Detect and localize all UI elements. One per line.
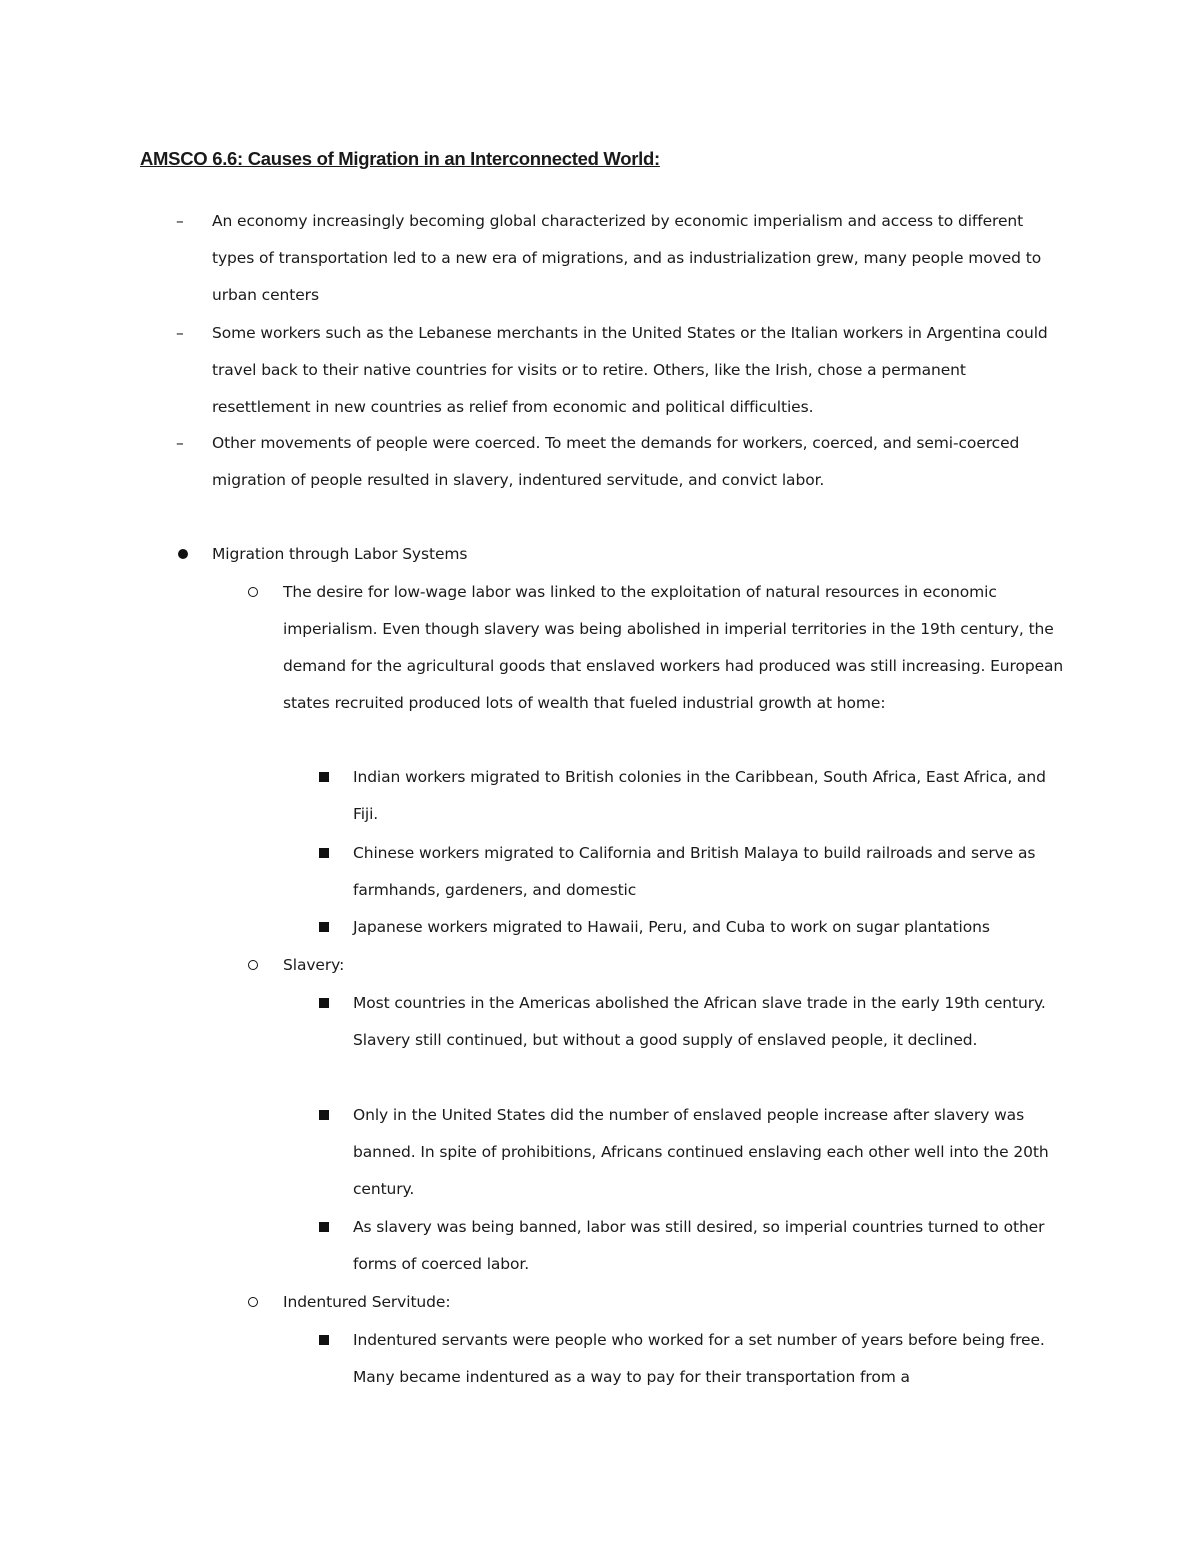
dash-marker: – — [176, 434, 184, 452]
sub-item-labor-desire: The desire for low-wage labor was linked to the exploitation of natural resources in economic imperialism. Even though slavery was being abolished in imperial territories in the 19th century, the demand for the agricultural goods that enslaved workers had produced was still increasing. European states recruited produced lots of wealth that fueled industrial growth at home: — [283, 583, 1064, 712]
square-bullet-icon — [319, 1110, 329, 1120]
list-item: Japanese workers migrated to Hawaii, Peru, and Cuba to work on sugar plantations — [353, 918, 990, 936]
dash-marker: – — [176, 324, 184, 342]
dash-marker: – — [176, 212, 184, 230]
list-item: Most countries in the Americas abolished the African slave trade in the early 19th century. Slavery still continued, but without a good supply of enslaved people, it declined. — [353, 994, 1046, 1049]
intro-item-1: An economy increasingly becoming global characterized by economic imperialism and access to different types of transportation led to a new era of migrations, and as industrialization grew, many people moved to urban centers — [212, 212, 1042, 304]
sub-item-indentured-servitude: Indentured Servitude: — [283, 1293, 451, 1311]
square-bullet-icon — [319, 922, 329, 932]
square-bullet-icon — [319, 772, 329, 782]
section-heading: Migration through Labor Systems — [212, 545, 468, 563]
document-title: AMSCO 6.6: Causes of Migration in an Interconnected World: — [140, 148, 660, 169]
sub-item-slavery: Slavery: — [283, 956, 345, 974]
square-bullet-icon — [319, 998, 329, 1008]
list-item: Only in the United States did the number of enslaved people increase after slavery was banned. In spite of prohibitions, Africans continued enslaving each other well into the 20th century. — [353, 1106, 1049, 1198]
square-bullet-icon — [319, 1335, 329, 1345]
filled-circle-bullet-icon — [178, 549, 188, 559]
square-bullet-icon — [319, 1222, 329, 1232]
intro-item-2: Some workers such as the Lebanese merchants in the United States or the Italian workers in Argentina could travel back to their native countries for visits or to retire. Others, like the Irish, chose a permanent resettlement in new countries as relief from economic and political difficulties. — [212, 324, 1048, 416]
hollow-circle-bullet-icon — [248, 1297, 258, 1307]
list-item: Indian workers migrated to British colonies in the Caribbean, South Africa, East Africa, and Fiji. — [353, 768, 1046, 823]
list-item: Chinese workers migrated to California and British Malaya to build railroads and serve as farmhands, gardeners, and domestic — [353, 844, 1036, 899]
list-item: As slavery was being banned, labor was still desired, so imperial countries turned to other forms of coerced labor. — [353, 1218, 1045, 1273]
hollow-circle-bullet-icon — [248, 960, 258, 970]
intro-item-3: Other movements of people were coerced. To meet the demands for workers, coerced, and semi-coerced migration of people resulted in slavery, indentured servitude, and convict labor. — [212, 434, 1020, 489]
list-item: Indentured servants were people who worked for a set number of years before being free. Many became indentured as a way to pay for their transportation from a — [353, 1331, 1045, 1386]
hollow-circle-bullet-icon — [248, 587, 258, 597]
square-bullet-icon — [319, 848, 329, 858]
